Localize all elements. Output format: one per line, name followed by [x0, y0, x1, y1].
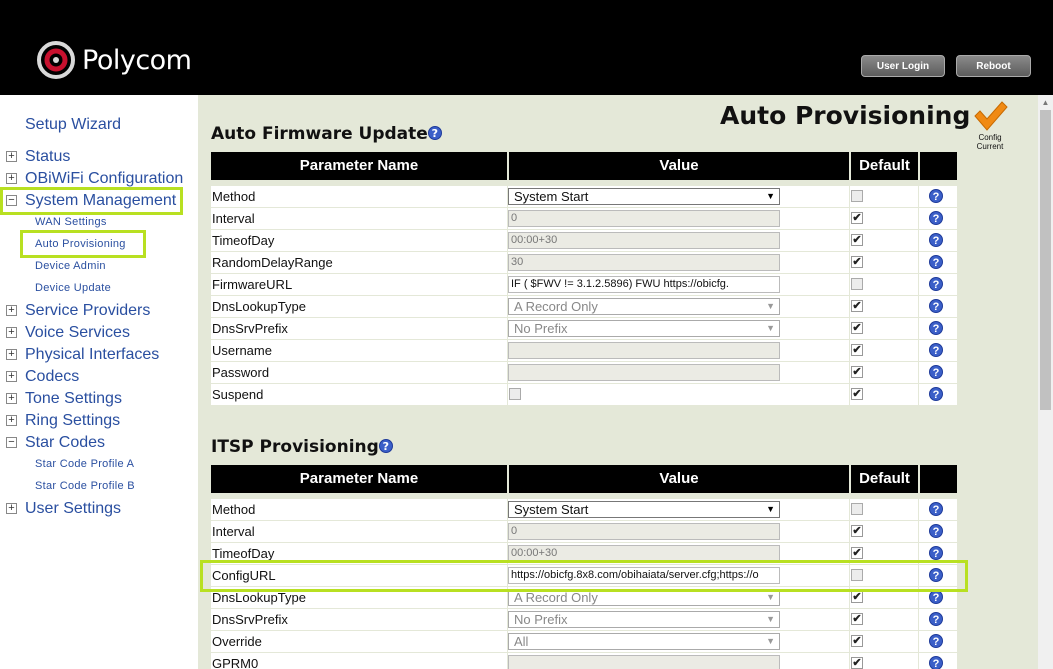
value-cell — [508, 653, 849, 669]
help-cell — [919, 340, 957, 361]
help-icon[interactable]: ? — [929, 365, 943, 379]
highlight-config-url-row — [200, 560, 968, 592]
sidebar-item-label: Status — [25, 148, 71, 165]
dropdown-arrow-icon: ▼ — [766, 301, 775, 311]
column-header-value: Value — [509, 465, 849, 493]
help-icon[interactable]: ? — [929, 546, 943, 560]
randomdelayrange-input[interactable]: 30 — [508, 254, 780, 271]
param-name: DnsLookupType — [211, 296, 507, 317]
default-checkbox[interactable]: ✔ — [852, 613, 862, 625]
default-cell — [850, 230, 918, 251]
param-name: Interval — [211, 521, 507, 542]
help-cell — [919, 609, 957, 630]
method-select[interactable] — [508, 188, 780, 205]
help-cell — [919, 499, 957, 520]
config-current-label: Config Current — [976, 133, 1004, 151]
help-cell — [919, 296, 957, 317]
dnslookuptype-select[interactable] — [508, 298, 780, 315]
section-title-itsp-provisioning — [211, 437, 393, 457]
value-cell — [508, 609, 849, 630]
expand-icon[interactable]: + — [6, 393, 17, 404]
column-header-value: Value — [509, 152, 849, 180]
param-name: ConfigURL — [211, 565, 507, 586]
scroll-up-arrow-icon[interactable]: ▲ — [1041, 98, 1050, 107]
default-checkbox[interactable]: ✔ — [852, 212, 862, 224]
firmwareurl-input[interactable]: IF ( $FWV != 3.1.2.5896) FWU https://obicfg. — [508, 276, 780, 293]
value-cell — [508, 362, 849, 383]
interval-input[interactable]: 0 — [508, 523, 780, 540]
help-cell — [919, 252, 957, 273]
sidebar-sub-device-admin[interactable]: Device Admin — [35, 260, 106, 272]
value-cell — [508, 384, 849, 405]
expand-icon[interactable]: + — [6, 305, 17, 316]
user-login-button[interactable]: User Login — [861, 55, 945, 77]
help-cell — [919, 318, 957, 339]
default-cell — [850, 318, 918, 339]
value-cell — [508, 631, 849, 652]
default-checkbox[interactable] — [851, 190, 863, 202]
help-icon[interactable]: ? — [929, 656, 943, 669]
password-input[interactable] — [508, 364, 780, 381]
column-header-parameter-name: Parameter Name — [211, 465, 507, 493]
select-value: A Record Only — [514, 299, 598, 314]
help-icon[interactable]: ? — [929, 524, 943, 538]
param-name: Password — [211, 362, 507, 383]
sidebar-item-label: Codecs — [25, 368, 80, 385]
default-cell — [850, 296, 918, 317]
checkmark-icon — [972, 99, 1008, 133]
select-value: No Prefix — [514, 321, 568, 336]
param-name: Method — [211, 186, 507, 207]
top-banner — [0, 0, 1053, 95]
value-cell — [508, 230, 849, 251]
help-icon[interactable]: ? — [929, 568, 943, 582]
default-cell — [850, 653, 918, 669]
expand-icon[interactable]: + — [6, 173, 17, 184]
help-cell — [919, 274, 957, 295]
default-checkbox[interactable]: ✔ — [852, 635, 862, 647]
param-name: Override — [211, 631, 507, 652]
column-header-help — [920, 465, 957, 493]
dropdown-arrow-icon: ▼ — [766, 614, 775, 624]
sidebar-sub-wan-settings[interactable]: WAN Settings — [35, 216, 107, 228]
sidebar-item-label: Star Codes — [25, 434, 106, 451]
sidebar-item-label: Ring Settings — [25, 412, 121, 429]
polycom-logo-icon — [36, 40, 76, 80]
default-checkbox[interactable]: ✔ — [852, 591, 862, 603]
help-icon[interactable]: ? — [929, 299, 943, 313]
help-cell — [919, 521, 957, 542]
param-name: GPRM0 — [211, 653, 507, 669]
default-checkbox[interactable]: ✔ — [852, 300, 862, 312]
value-cell — [508, 296, 849, 317]
help-icon[interactable]: ? — [929, 502, 943, 516]
value-cell — [508, 318, 849, 339]
sidebar-sub-auto-provisioning[interactable]: Auto Provisioning — [35, 238, 126, 250]
section-title-text: ITSP Provisioning — [211, 437, 379, 457]
polycom-logo — [36, 38, 192, 82]
interval-input[interactable]: 0 — [508, 210, 780, 227]
sidebar-item-label: OBiWiFi Configuration — [25, 170, 184, 187]
dropdown-arrow-icon: ▼ — [766, 504, 775, 514]
dnssrvprefix-select[interactable] — [508, 611, 780, 628]
expand-icon[interactable]: + — [6, 503, 17, 514]
default-checkbox[interactable]: ✔ — [852, 234, 862, 246]
param-name: DnsLookupType — [211, 587, 507, 608]
param-name: Interval — [211, 208, 507, 229]
value-cell — [508, 499, 849, 520]
dropdown-arrow-icon: ▼ — [766, 636, 775, 646]
column-header-default: Default — [851, 152, 918, 180]
username-input[interactable] — [508, 342, 780, 359]
help-icon[interactable]: ? — [929, 233, 943, 247]
param-name: TimeofDay — [211, 230, 507, 251]
help-icon[interactable]: ? — [379, 439, 393, 453]
select-value: All — [514, 634, 529, 649]
configurl-input[interactable]: https://obicfg.8x8.com/obihaiata/server.cfg;https://o — [508, 567, 780, 584]
timeofday-input[interactable]: 00:00+30 — [508, 545, 780, 562]
select-value: A Record Only — [514, 590, 598, 605]
default-checkbox[interactable]: ✔ — [852, 657, 862, 669]
default-cell — [850, 362, 918, 383]
help-icon[interactable]: ? — [929, 634, 943, 648]
default-checkbox[interactable] — [851, 503, 863, 515]
expand-icon[interactable]: + — [6, 327, 17, 338]
expand-icon[interactable]: + — [6, 151, 17, 162]
brand-name: Polycom — [82, 45, 192, 76]
column-header-parameter-name: Parameter Name — [211, 152, 507, 180]
help-icon[interactable]: ? — [428, 126, 442, 140]
select-value: System Start — [514, 502, 589, 517]
section-title-auto-firmware-update — [211, 124, 442, 144]
sidebar-item-label: System Management — [25, 192, 177, 209]
default-checkbox[interactable]: ✔ — [852, 366, 862, 378]
param-name: FirmwareURL — [211, 274, 507, 295]
default-checkbox[interactable]: ✔ — [852, 256, 862, 268]
expand-icon[interactable]: + — [6, 371, 17, 382]
expand-icon[interactable]: + — [6, 349, 17, 360]
sidebar-sub-device-update[interactable]: Device Update — [35, 282, 112, 294]
help-icon[interactable]: ? — [929, 321, 943, 335]
page-title: Auto Provisioning — [720, 101, 971, 130]
dnssrvprefix-select[interactable] — [508, 320, 780, 337]
help-icon[interactable]: ? — [929, 343, 943, 357]
param-name: RandomDelayRange — [211, 252, 507, 273]
sidebar-sub-star-code-profile-b[interactable]: Star Code Profile B — [35, 480, 135, 492]
default-cell — [850, 274, 918, 295]
timeofday-input[interactable]: 00:00+30 — [508, 232, 780, 249]
help-cell — [919, 362, 957, 383]
param-name: TimeofDay — [211, 543, 507, 564]
help-icon[interactable]: ? — [929, 387, 943, 401]
collapse-icon[interactable]: − — [6, 195, 17, 206]
default-cell — [850, 208, 918, 229]
default-checkbox[interactable]: ✔ — [852, 525, 862, 537]
help-cell — [919, 384, 957, 405]
value-cell — [508, 252, 849, 273]
config-current-status — [972, 99, 1008, 151]
main-panel — [198, 95, 1038, 669]
default-cell — [850, 499, 918, 520]
column-header-help — [920, 152, 957, 180]
default-checkbox[interactable] — [851, 278, 863, 290]
default-checkbox[interactable]: ✔ — [852, 344, 862, 356]
param-name: Suspend — [211, 384, 507, 405]
param-name: DnsSrvPrefix — [211, 609, 507, 630]
help-cell — [919, 230, 957, 251]
default-checkbox[interactable]: ✔ — [852, 547, 862, 559]
help-cell — [919, 631, 957, 652]
param-name: Method — [211, 499, 507, 520]
method-select[interactable] — [508, 501, 780, 518]
value-cell — [508, 208, 849, 229]
suspend-checkbox[interactable] — [509, 388, 521, 400]
column-header-default: Default — [851, 465, 918, 493]
sidebar-item-label: User Settings — [25, 500, 122, 517]
default-cell — [850, 631, 918, 652]
override-select[interactable] — [508, 633, 780, 650]
help-icon[interactable]: ? — [929, 211, 943, 225]
value-cell — [508, 274, 849, 295]
sidebar-item-label: Service Providers — [25, 302, 151, 319]
sidebar-item-label: Physical Interfaces — [25, 346, 160, 363]
scroll-thumb[interactable] — [1040, 110, 1051, 410]
help-cell — [919, 208, 957, 229]
reboot-button[interactable]: Reboot — [956, 55, 1031, 77]
help-icon[interactable]: ? — [929, 590, 943, 604]
param-name: DnsSrvPrefix — [211, 318, 507, 339]
select-value: System Start — [514, 189, 589, 204]
dropdown-arrow-icon: ▼ — [766, 592, 775, 602]
param-name: Username — [211, 340, 507, 361]
help-cell — [919, 186, 957, 207]
default-cell — [850, 521, 918, 542]
highlight-system-management — [0, 187, 183, 215]
default-checkbox[interactable]: ✔ — [852, 322, 862, 334]
gprm0-input[interactable] — [508, 655, 780, 669]
sidebar-sub-star-code-profile-a[interactable]: Star Code Profile A — [35, 458, 135, 470]
sidebar-item-label: Voice Services — [25, 324, 130, 341]
default-cell — [850, 340, 918, 361]
section-title-text: Auto Firmware Update — [211, 124, 428, 144]
default-cell — [850, 609, 918, 630]
dropdown-arrow-icon: ▼ — [766, 191, 775, 201]
help-icon[interactable]: ? — [929, 255, 943, 269]
dropdown-arrow-icon: ▼ — [766, 323, 775, 333]
expand-icon[interactable]: + — [6, 415, 17, 426]
default-cell — [850, 384, 918, 405]
help-icon[interactable]: ? — [929, 612, 943, 626]
help-cell — [919, 653, 957, 669]
setup-wizard-label: Setup Wizard — [25, 116, 122, 133]
sidebar-item-label: Tone Settings — [25, 390, 122, 407]
default-cell — [850, 186, 918, 207]
default-cell — [850, 252, 918, 273]
highlight-auto-provisioning — [20, 230, 146, 258]
sidebar-nav — [0, 95, 198, 669]
help-icon[interactable]: ? — [929, 189, 943, 203]
select-value: No Prefix — [514, 612, 568, 627]
value-cell — [508, 521, 849, 542]
help-icon[interactable]: ? — [929, 277, 943, 291]
default-checkbox[interactable]: ✔ — [852, 388, 862, 400]
value-cell — [508, 340, 849, 361]
collapse-icon[interactable]: − — [6, 437, 17, 448]
value-cell — [508, 186, 849, 207]
vertical-scrollbar[interactable] — [1038, 95, 1053, 669]
